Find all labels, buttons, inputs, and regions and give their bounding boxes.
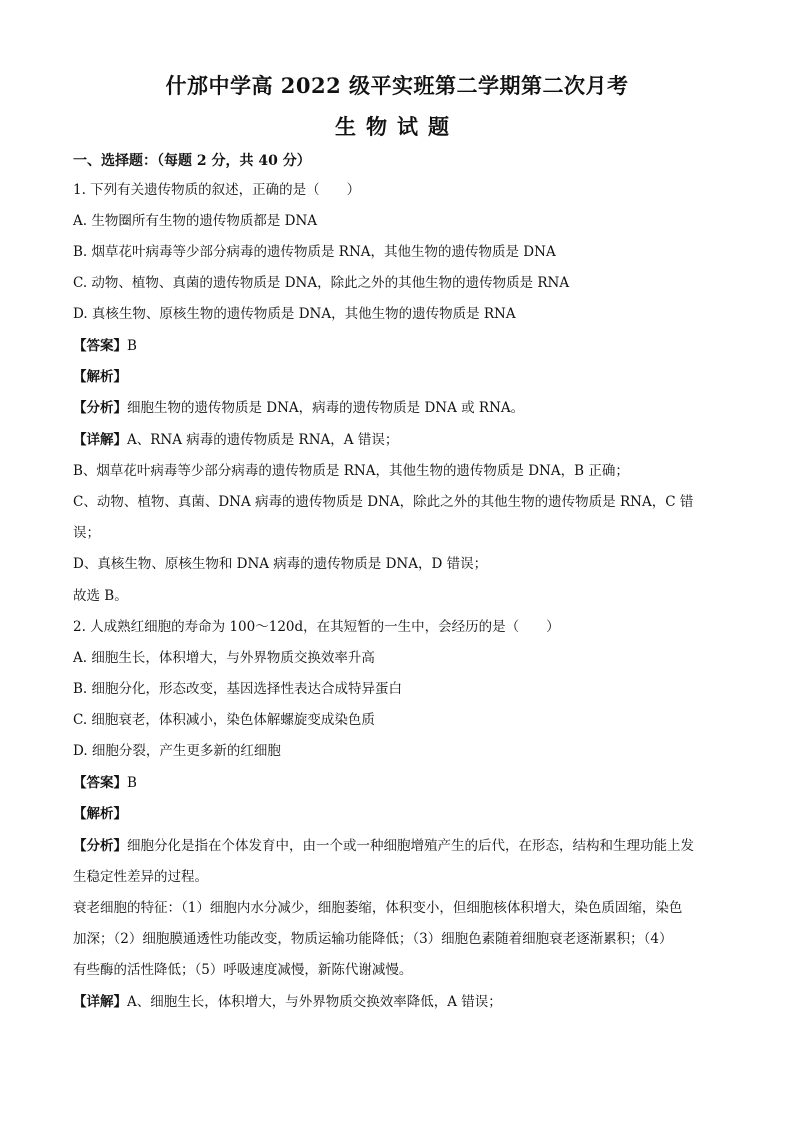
question-2-answer — [73, 773, 723, 793]
question-2-aging-features-3: 有些酶的活性降低；（5）呼吸速度减慢，新陈代谢减慢。 — [73, 962, 413, 978]
xiangjie-tag: 【详解】 — [73, 432, 127, 448]
question-1-option-b: B. 烟草花叶病毒等少部分病毒的遗传物质是 RNA，其他生物的遗传物质是 DNA — [73, 244, 556, 260]
question-2-fenxi-cont: 生稳定性差异的过程。 — [73, 869, 208, 885]
question-2-fenxi — [73, 836, 723, 856]
fenxi-tag: 【分析】 — [73, 838, 127, 854]
question-2-option-d: D. 细胞分裂，产生更多新的红细胞 — [73, 743, 281, 759]
page-title: 什邡中学高 2022 级平实班第二学期第二次月考 — [165, 73, 629, 98]
question-2-option-c: C. 细胞衰老，体积减小，染色体解螺旋变成染色质 — [73, 712, 375, 728]
question-2-aging-features-1: 衰老细胞的特征：（1）细胞内水分减少，细胞萎缩，体积变小，但细胞核体积增大，染色质固缩，染色 — [73, 900, 683, 916]
answer-tag: 【答案】 — [73, 338, 127, 354]
question-1-option-a: A. 生物圈所有生物的遗传物质都是 DNA — [73, 213, 318, 229]
question-2-xiangjie-a — [73, 992, 723, 1012]
question-1-option-c: C. 动物、植物、真菌的遗传物质是 DNA，除此之外的其他生物的遗传物质是 RNA — [73, 275, 570, 291]
xiangjie-text: A、细胞生长，体积增大，与外界物质交换效率降低，A 错误； — [127, 994, 502, 1010]
question-1-xiangjie-d: D、真核生物、原核生物和 DNA 病毒的遗传物质是 DNA，D 错误； — [73, 556, 488, 572]
answer-tag: 【答案】 — [73, 775, 127, 791]
question-1-conclusion: 故选 B。 — [73, 588, 128, 604]
question-1-xiangjie-a — [73, 430, 723, 450]
question-1-xiangjie-c: C、动物、植物、真菌、DNA 病毒的遗传物质是 DNA，除此之外的其他生物的遗传物质是 RNA，C 错 — [73, 494, 694, 510]
question-1-fenxi — [73, 398, 723, 418]
analysis-tag: 【解析】 — [73, 369, 127, 385]
question-1-xiangjie-c-cont: 误； — [73, 525, 100, 541]
question-1-stem: 1. 下列有关遗传物质的叙述，正确的是（ ） — [73, 182, 361, 198]
question-1-option-d: D. 真核生物、原核生物的遗传物质是 DNA，其他生物的遗传物质是 RNA — [73, 306, 516, 322]
xiangjie-text: A、RNA 病毒的遗传物质是 RNA，A 错误； — [127, 432, 399, 448]
question-1-analysis-heading — [73, 367, 723, 387]
xiangjie-tag: 【详解】 — [73, 994, 127, 1010]
question-2-option-a: A. 细胞生长，体积增大，与外界物质交换效率升高 — [73, 650, 375, 666]
page-subtitle: 生物试题 — [335, 114, 459, 139]
answer-value: B — [127, 338, 137, 354]
fenxi-tag: 【分析】 — [73, 400, 127, 416]
question-1-xiangjie-b: B、烟草花叶病毒等少部分病毒的遗传物质是 RNA，其他生物的遗传物质是 DNA，B 正确； — [73, 463, 629, 479]
answer-value: B — [127, 775, 137, 791]
fenxi-text: 细胞生物的遗传物质是 DNA，病毒的遗传物质是 DNA 或 RNA。 — [127, 400, 525, 416]
analysis-tag: 【解析】 — [73, 806, 127, 822]
question-2-stem: 2. 人成熟红细胞的寿命为 100～120d，在其短暂的一生中，会经历的是（ ） — [73, 619, 560, 635]
section-heading: 一、选择题：（每题 2 分，共 40 分） — [73, 153, 311, 169]
question-1-answer — [73, 336, 723, 356]
question-2-option-b: B. 细胞分化，形态改变，基因选择性表达合成特异蛋白 — [73, 681, 403, 697]
fenxi-text: 细胞分化是指在个体发育中，由一个或一种细胞增殖产生的后代，在形态，结构和生理功能上发 — [127, 838, 694, 854]
question-2-analysis-heading — [73, 804, 723, 824]
question-2-aging-features-2: 加深；（2）细胞膜通透性功能改变，物质运输功能降低；（3）细胞色素随着细胞衰老逐渐累积；（4） — [73, 931, 673, 947]
